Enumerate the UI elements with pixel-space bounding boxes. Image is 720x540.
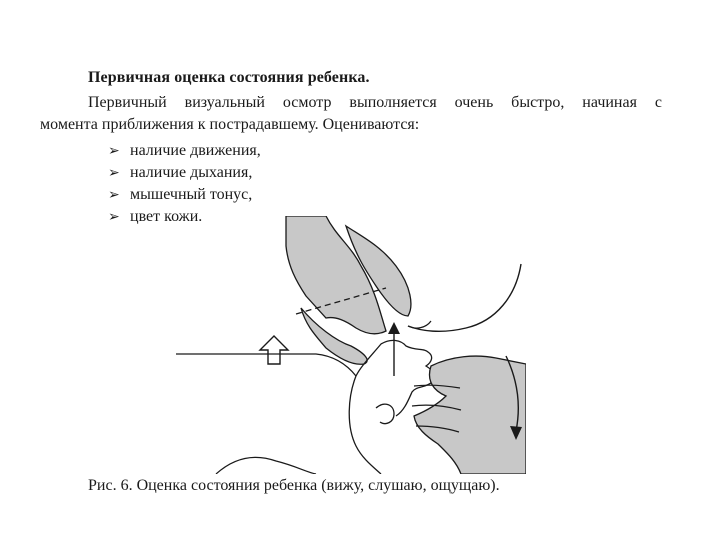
list-item-text: наличие дыхания, (130, 164, 253, 181)
arrowhead-bullet-icon: ➢ (108, 187, 120, 203)
list-item-text: цвет кожи. (130, 208, 203, 225)
rescuer-lower-hand (414, 356, 526, 474)
list-item-text: наличие движения, (130, 142, 261, 159)
rescuer-face (408, 321, 431, 328)
list-item (108, 162, 261, 184)
assessment-list (108, 140, 261, 228)
up-arrow-icon (260, 336, 288, 364)
paragraph-line-2: момента приближения к пострадавшему. Оцениваются: (40, 116, 420, 133)
list-item-text: мышечный тонус, (130, 186, 253, 203)
child-head (349, 376, 381, 474)
list-item (108, 184, 261, 206)
rescuer-head (408, 264, 521, 331)
child-chest-line (176, 354, 356, 376)
list-item (108, 140, 261, 162)
child-ear (376, 404, 394, 423)
illustration-figure (176, 216, 526, 474)
arrowhead-bullet-icon: ➢ (108, 209, 120, 225)
arrowhead-bullet-icon: ➢ (108, 165, 120, 181)
child-shoulder (216, 457, 316, 474)
paragraph-line-1: Первичный визуальный осмотр выполняется очень быстро, начиная с (88, 94, 662, 111)
figure-caption: Рис. 6. Оценка состояния ребенка (вижу, слушаю, ощущаю). (88, 477, 500, 494)
arrowhead-bullet-icon: ➢ (108, 143, 120, 159)
section-heading: Первичная оценка состояния ребенка. (88, 69, 370, 86)
